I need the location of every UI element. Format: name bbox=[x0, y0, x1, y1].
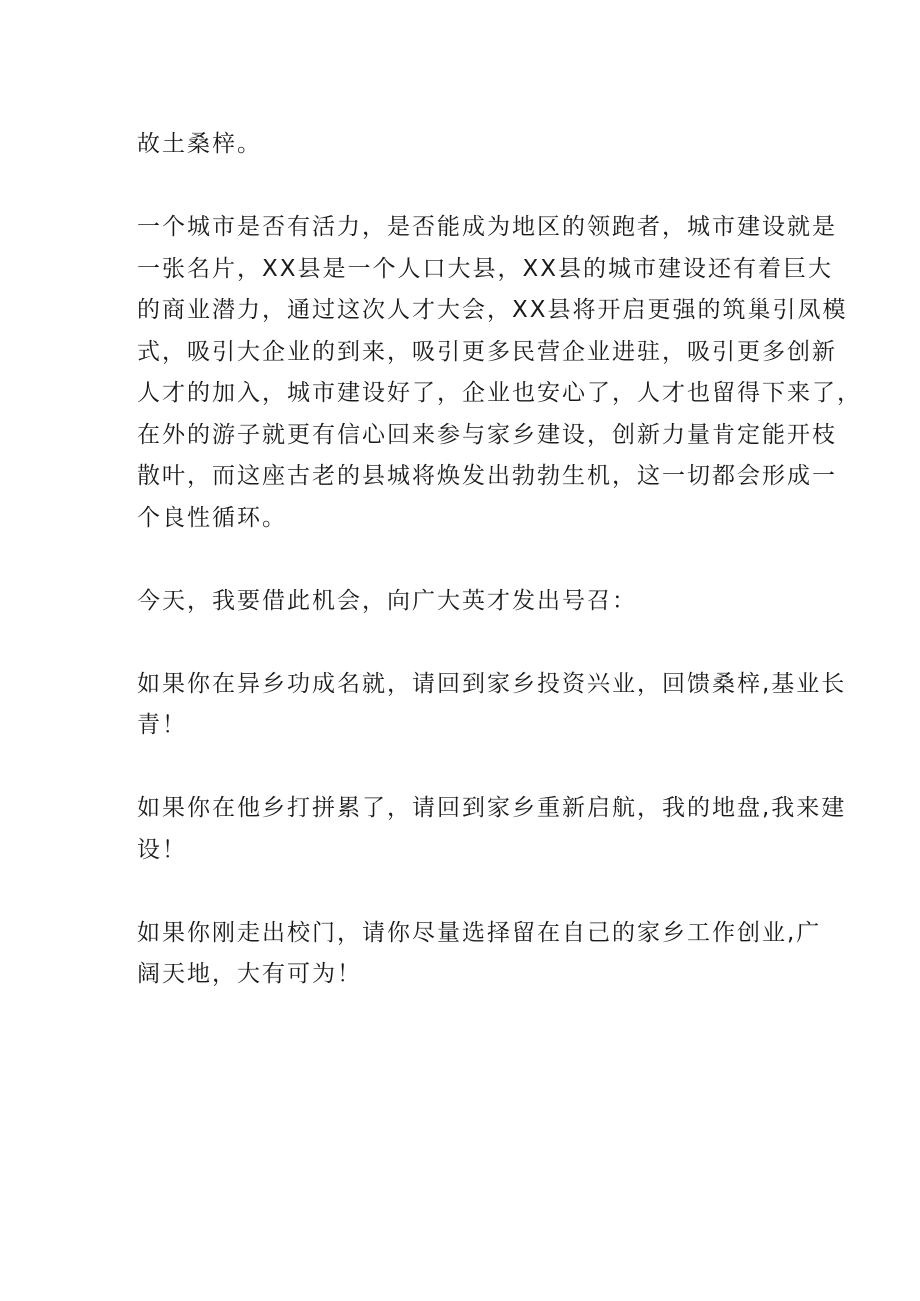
text-line: 个良性循环。 bbox=[137, 504, 287, 531]
text-line: 今天，我要借此机会，向广大英才发出号召： bbox=[137, 587, 637, 614]
text-line: 的商业潜力，通过这次人才大会，XX县将开启更强的筑巢引凤模 bbox=[137, 297, 848, 323]
text-line: 如果你在他乡打拼累了，请回到家乡重新启航，我的地盘,我来建 bbox=[137, 795, 847, 821]
text-line: 设！ bbox=[137, 836, 187, 863]
text-line: 青！ bbox=[137, 712, 187, 738]
paragraph-2 bbox=[137, 207, 862, 539]
text-line: 一个城市是否有活力，是否能成为地区的领跑者，城市建设就是 bbox=[137, 214, 837, 240]
paragraph-3 bbox=[137, 581, 797, 623]
text-line: 式，吸引大企业的到来，吸引更多民营企业进驻，吸引更多创新 bbox=[137, 338, 837, 365]
text-line: 故土桑梓。 bbox=[137, 131, 262, 157]
paragraph-5 bbox=[137, 788, 847, 871]
paragraph-4 bbox=[137, 664, 847, 747]
text-line: 如果你刚走出校门，请你尽量选择留在自己的家乡工作创业,广 bbox=[137, 919, 822, 946]
paragraph-6 bbox=[137, 913, 822, 996]
text-line: 一张名片，XX县是一个人口大县，XX县的城市建设还有着巨大 bbox=[137, 255, 834, 282]
text-line: 如果你在异乡功成名就，请回到家乡投资兴业，回馈桑梓,基业长 bbox=[137, 670, 847, 697]
document-body bbox=[137, 124, 862, 1037]
text-line: 阔天地，大有可为！ bbox=[137, 961, 362, 987]
text-line: 人才的加入，城市建设好了，企业也安心了，人才也留得下来了， bbox=[137, 380, 862, 406]
paragraph-1 bbox=[137, 124, 797, 166]
text-line: 散叶，而这座古老的县城将焕发出勃勃生机，这一切都会形成一 bbox=[137, 463, 837, 489]
text-line: 在外的游子就更有信心回来参与家乡建设，创新力量肯定能开枝 bbox=[137, 421, 837, 448]
